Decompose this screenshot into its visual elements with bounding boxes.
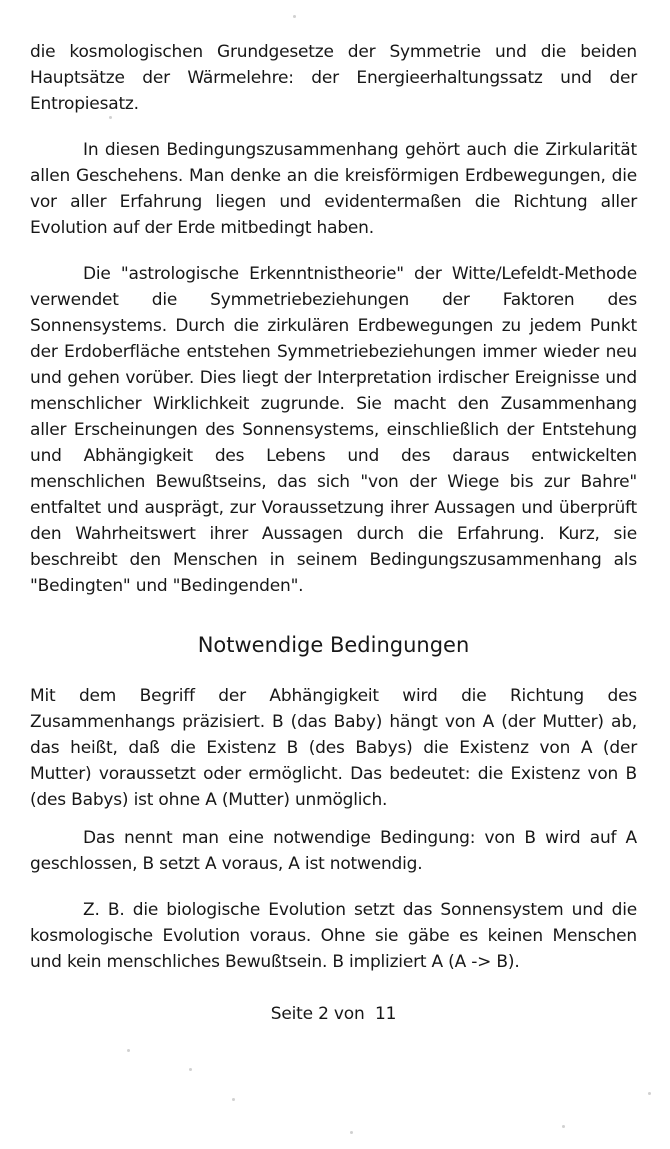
page-number-footer: Seite 2 von 11	[270, 1004, 397, 1024]
scan-speckle	[648, 1092, 651, 1095]
scan-speckle	[232, 1098, 235, 1101]
paragraph: Mit dem Begriff der Abhängigkeit wird die Richtung des Zusammenhangs präzisiert. B (das Baby) hängt von A (der Mutter) ab, das heißt, daß die Existenz B (des Babys) die Existenz von A (der Mutter) voraussetzt oder ermöglicht. Das bedeutet: die Existenz von B (des Babys) ist ohne A (Mutter) unmöglich.	[30, 686, 637, 810]
scan-speckle	[350, 1131, 353, 1134]
scan-speckle	[293, 15, 296, 18]
section-heading: Notwendige Bedingungen	[197, 633, 470, 657]
paragraph: Das nennt man eine notwendige Bedingung: von B wird auf A geschlossen, B setzt A voraus, A ist notwendig.	[30, 828, 637, 874]
paragraph: Z. B. die biologische Evolution setzt das Sonnensystem und die kosmologische Evolution voraus. Ohne sie gäbe es keinen Menschen und kein menschliches Bewußtsein. B impliziert A (A -> B).	[30, 900, 637, 972]
paragraph: Die "astrologische Erkenntnistheorie" der Witte/Lefeldt-Methode verwendet die Symmetriebeziehungen der Faktoren des Sonnensystems. Durch die zirkulären Erdbewegungen zu jedem Punkt der Erdoberfläche entstehen Symmetriebeziehungen immer wieder neu und gehen vorüber. Dies liegt der Interpretation irdischer Ereignisse und menschlicher Wirklichkeit zugrunde. Sie macht den Zusammenhang aller Erscheinungen des Sonnensystems, einschließlich der Entstehung und Abhängigkeit des Lebens und des daraus entwickelten menschlichen Bewußtseins, das sich "von der Wiege bis zur Bahre" entfaltet und ausprägt, zur Voraussetzung ihrer Aussagen und überprüft den Wahrheitswert ihrer Aussagen durch die Erfahrung. Kurz, sie beschreibt den Menschen in seinem Bedingungszusammenhang als "Bedingten" und "Bedingenden".	[30, 264, 637, 596]
scan-speckle	[189, 1068, 192, 1071]
scan-speckle	[562, 1125, 565, 1128]
paragraph-continuation: die kosmologischen Grundgesetze der Symmetrie und die beiden Hauptsätze der Wärmelehre: der Energieerhaltungssatz und der Entropiesatz.	[30, 42, 637, 114]
scan-speckle	[127, 1049, 130, 1052]
scan-speckle	[109, 116, 112, 119]
paragraph: In diesen Bedingungszusammenhang gehört auch die Zirkularität allen Geschehens. Man denke an die kreisförmigen Erdbewegungen, die vor aller Erfahrung liegen und evidentermaßen die Richtung aller Evolution auf der Erde mitbedingt haben.	[30, 140, 637, 238]
